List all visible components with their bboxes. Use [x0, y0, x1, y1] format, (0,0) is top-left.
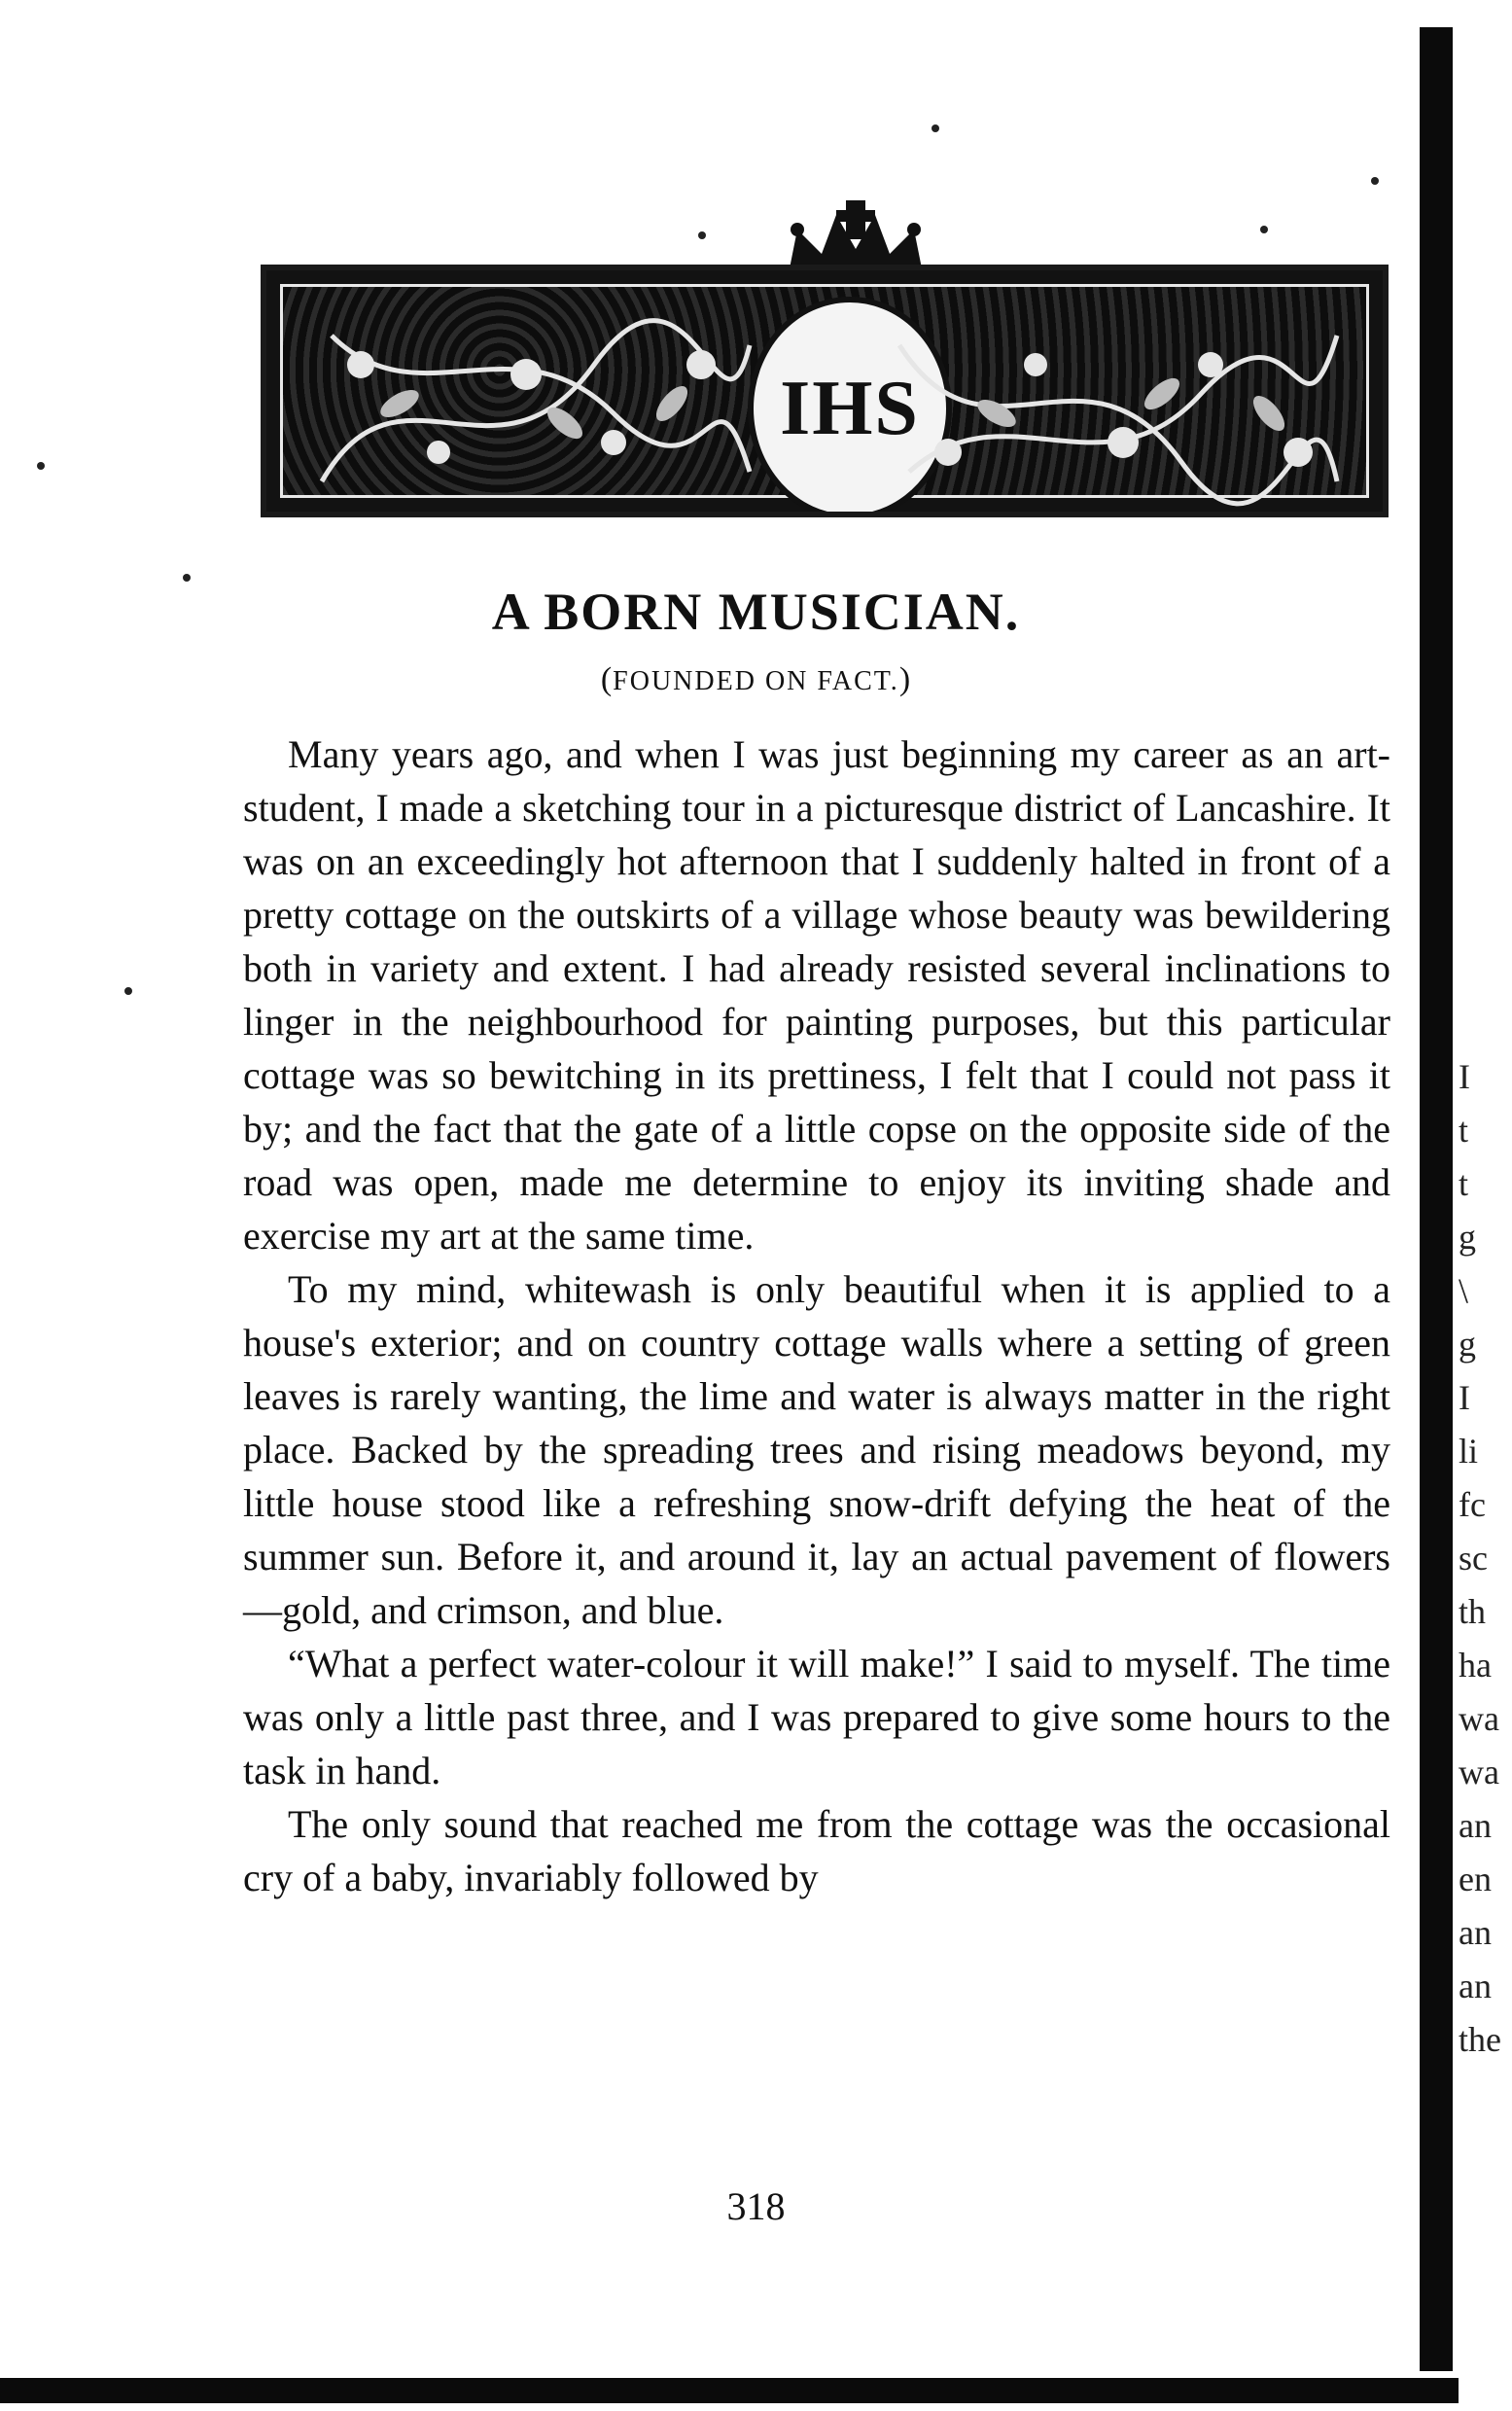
binding-shadow-right [1420, 27, 1453, 2371]
scan-speck [124, 987, 132, 995]
scan-speck [1260, 226, 1268, 233]
article-subtitle [0, 661, 1512, 698]
fragment-line: g [1459, 1325, 1476, 1364]
fragment-line: th [1459, 1592, 1487, 1631]
page-number: 318 [726, 2184, 786, 2228]
scan-speck [37, 462, 45, 470]
paragraph: Many years ago, and when I was just beginning my career as an art-student, I made a sketching tour in a picturesque district of Lancashire. It was on an exceedingly hot afternoon that I suddenly halted in front of a pretty cottage on the outskirts of a village whose beauty was bewildering both in variety and extent. I had already resisted several inclinations to linger in the neighbourhood for painting purposes, but this particular cottage was so bewitching in its prettiness, I felt that I could not pass it by; and the fact that the gate of a little copse on the opposite side of the road was open, made me determine to enjoy its inviting shade and exercise my art at the same time. [243, 732, 1390, 1258]
fragment-line: li [1459, 1432, 1479, 1471]
scan-speck [183, 574, 191, 582]
fragment-line: I [1459, 1057, 1470, 1096]
fragment-line: ha [1459, 1646, 1492, 1684]
subtitle-close-paren: ) [898, 661, 912, 697]
ornamental-header-band [261, 265, 1389, 517]
fragment-line: an [1459, 1806, 1492, 1845]
fragment-line: wa [1459, 1753, 1499, 1791]
fragment-line: fc [1459, 1485, 1486, 1524]
paragraph: “What a perfect water-colour it will make!” I said to myself. The time was only a little past three, and I was prepared to give some hours to the task in hand. [243, 1642, 1390, 1792]
fragment-line: an [1459, 1913, 1492, 1952]
fragment-line: g [1459, 1218, 1476, 1257]
paragraph: To my mind, whitewash is only beautiful when it is applied to a house's exterior; and on country cottage walls where a setting of green leaves is rarely wanting, the lime and water is always matter in the right place. Backed by the spreading trees and rising meadows beyond, my little house stood like a refreshing snow-drift defying the heat of the summer sun. Before it, and around it, lay an actual pavement of flowers—gold, and crimson, and blue. [243, 1267, 1390, 1632]
fragment-line: the [1459, 2020, 1501, 2059]
fragment-line: I [1459, 1378, 1470, 1417]
subtitle-open-paren: ( [600, 661, 614, 697]
fragment-line: t [1459, 1164, 1469, 1203]
floral-flourish-right-icon [890, 306, 1347, 511]
subtitle-text: FOUNDED ON FACT. [613, 666, 899, 696]
facing-page-fragments [1459, 1050, 1512, 2067]
fragment-line: sc [1459, 1539, 1488, 1578]
scan-speck [698, 231, 706, 239]
fragment-line: en [1459, 1860, 1492, 1898]
floral-flourish-left-icon [302, 306, 759, 511]
article-body [243, 727, 1390, 1904]
fragment-line: wa [1459, 1699, 1499, 1738]
scan-speck [1371, 177, 1379, 185]
fragment-line: \ [1459, 1271, 1469, 1310]
binding-shadow-bottom [0, 2378, 1459, 2403]
scan-speck [932, 124, 939, 132]
header-band-inner [280, 284, 1369, 498]
ihs-monogram: IHS [780, 365, 920, 451]
fragment-line: t [1459, 1111, 1469, 1150]
fragment-line: an [1459, 1967, 1492, 2005]
paragraph: The only sound that reached me from the cottage was the occasional cry of a baby, invariably followed by [243, 1802, 1390, 1899]
article-title: A BORN MUSICIAN. [491, 583, 1021, 641]
